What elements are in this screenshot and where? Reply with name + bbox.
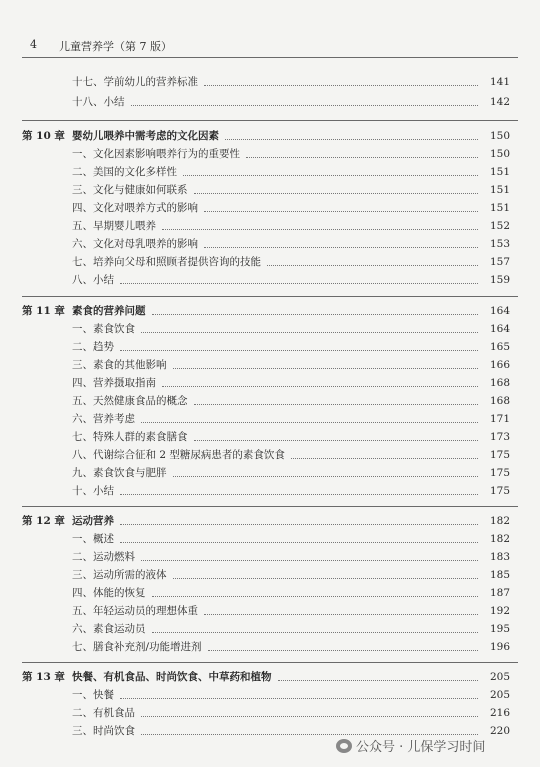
section-rule [22, 120, 518, 121]
page-ref: 164 [489, 305, 510, 317]
leader-dots [194, 193, 478, 194]
page-ref: 153 [489, 238, 510, 250]
toc-section-row [0, 483, 540, 499]
leader-dots [204, 211, 478, 212]
section-title: 一、概述 [72, 533, 114, 545]
chapter-title: 婴幼儿喂养中需考虑的文化因素 [72, 130, 219, 142]
leader-dots [141, 422, 478, 423]
toc-section-row [0, 603, 540, 619]
section-title: 一、素食饮食 [72, 323, 135, 335]
section-title: 十、小结 [72, 485, 114, 497]
toc-section-row [0, 531, 540, 547]
toc-section-row [0, 375, 540, 391]
section-title: 六、素食运动员 [72, 623, 146, 635]
toc-section-row [0, 236, 540, 252]
leader-dots [141, 716, 478, 717]
section-title: 八、小结 [72, 274, 114, 286]
leader-dots [278, 680, 478, 681]
toc-section-row [0, 74, 540, 90]
page-ref: 195 [489, 623, 510, 635]
page-ref: 159 [489, 274, 510, 286]
page-ref: 185 [489, 569, 510, 581]
toc-section-row [0, 585, 540, 601]
leader-dots [183, 175, 478, 176]
leader-dots [204, 614, 478, 615]
section-title: 一、文化因素影响喂养行为的重要性 [72, 148, 240, 160]
toc-chapter-row [0, 669, 540, 685]
section-title: 二、运动燃料 [72, 551, 135, 563]
toc-section-row [0, 321, 540, 337]
leader-dots [204, 247, 478, 248]
section-title: 三、运动所需的液体 [72, 569, 167, 581]
chapter-title: 素食的营养问题 [72, 305, 146, 317]
section-title: 六、文化对母乳喂养的影响 [72, 238, 198, 250]
leader-dots [291, 458, 478, 459]
page-ref: 220 [489, 725, 510, 737]
leader-dots [173, 578, 478, 579]
section-title: 五、天然健康食品的概念 [72, 395, 188, 407]
leader-dots [152, 314, 478, 315]
toc-section-row [0, 621, 540, 637]
toc-section-row [0, 393, 540, 409]
section-title: 十八、小结 [72, 96, 125, 108]
leader-dots [141, 734, 478, 735]
page-ref: 205 [489, 689, 510, 701]
toc-section-row [0, 218, 540, 234]
page-ref: 175 [489, 485, 510, 497]
header-rule [22, 57, 518, 58]
toc-section-row [0, 429, 540, 445]
toc-section-row [0, 182, 540, 198]
toc-chapter-row [0, 128, 540, 144]
page-ref: 157 [489, 256, 510, 268]
leader-dots [173, 368, 478, 369]
page-ref: 150 [489, 130, 510, 142]
chapter-number: 第 13 章 [22, 671, 65, 683]
section-title: 十七、学前幼儿的营养标准 [72, 76, 198, 88]
page-ref: 187 [489, 587, 510, 599]
leader-dots [194, 440, 478, 441]
page-ref: 168 [489, 377, 510, 389]
toc-section-row [0, 567, 540, 583]
leader-dots [131, 105, 478, 106]
leader-dots [267, 265, 478, 266]
section-title: 三、文化与健康如何联系 [72, 184, 188, 196]
chapter-number: 第 11 章 [22, 305, 65, 317]
page-ref: 205 [489, 671, 510, 683]
leader-dots [173, 476, 478, 477]
leader-dots [141, 560, 478, 561]
section-title: 七、培养向父母和照顾者提供咨询的技能 [72, 256, 261, 268]
section-title: 一、快餐 [72, 689, 114, 701]
section-rule [22, 506, 518, 507]
toc-section-row [0, 687, 540, 703]
page-ref: 196 [489, 641, 510, 653]
page-ref: 182 [489, 515, 510, 527]
page-ref: 151 [489, 202, 510, 214]
chapter-title: 运动营养 [72, 515, 114, 527]
leader-dots [246, 157, 478, 158]
page-ref: 171 [489, 413, 510, 425]
leader-dots [120, 350, 478, 351]
section-title: 三、素食的其他影响 [72, 359, 167, 371]
toc-chapter-row [0, 513, 540, 529]
toc-section-row [0, 357, 540, 373]
leader-dots [204, 85, 478, 86]
toc-section-row [0, 549, 540, 565]
page-ref: 141 [489, 76, 510, 88]
toc-section-row [0, 705, 540, 721]
section-rule [22, 296, 518, 297]
section-title: 二、有机食品 [72, 707, 135, 719]
section-rule [22, 662, 518, 663]
page-ref: 151 [489, 166, 510, 178]
leader-dots [208, 650, 478, 651]
toc-section-row [0, 639, 540, 655]
page-ref: 183 [489, 551, 510, 563]
chapter-number: 第 10 章 [22, 130, 65, 142]
leader-dots [120, 542, 478, 543]
toc-section-row [0, 200, 540, 216]
page-ref: 151 [489, 184, 510, 196]
page-ref: 150 [489, 148, 510, 160]
page-ref: 216 [489, 707, 510, 719]
section-title: 五、年轻运动员的理想体重 [72, 605, 198, 617]
section-title: 四、体能的恢复 [72, 587, 146, 599]
section-title: 八、代谢综合征和 2 型糖尿病患者的素食饮食 [72, 449, 285, 461]
toc-section-row [0, 411, 540, 427]
book-title: 儿童营养学（第 7 版） [59, 40, 172, 53]
leader-dots [152, 632, 478, 633]
section-title: 三、时尚饮食 [72, 725, 135, 737]
toc-section-row [0, 447, 540, 463]
page-ref: 173 [489, 431, 510, 443]
section-title: 六、营养考虑 [72, 413, 135, 425]
leader-dots [120, 524, 478, 525]
watermark-text: 公众号 · 儿保学习时间 [356, 740, 486, 755]
watermark [336, 736, 485, 755]
page-ref: 164 [489, 323, 510, 335]
leader-dots [162, 229, 478, 230]
section-title: 七、膳食补充剂/功能增进剂 [72, 641, 202, 653]
chapter-title: 快餐、有机食品、时尚饮食、中草药和植物 [72, 671, 272, 683]
running-header [30, 38, 510, 54]
leader-dots [120, 283, 478, 284]
toc-section-row [0, 164, 540, 180]
toc-chapter-row [0, 303, 540, 319]
toc-section-row [0, 339, 540, 355]
chapter-number: 第 12 章 [22, 515, 65, 527]
leader-dots [225, 139, 478, 140]
wechat-icon [336, 739, 352, 753]
leader-dots [141, 332, 478, 333]
section-title: 七、特殊人群的素食膳食 [72, 431, 188, 443]
page-ref: 168 [489, 395, 510, 407]
page-number: 4 [30, 38, 37, 51]
page-ref: 165 [489, 341, 510, 353]
leader-dots [152, 596, 478, 597]
section-title: 五、早期婴儿喂养 [72, 220, 156, 232]
page-ref: 175 [489, 467, 510, 479]
leader-dots [194, 404, 478, 405]
toc-section-row [0, 465, 540, 481]
page-ref: 152 [489, 220, 510, 232]
toc-section-row [0, 272, 540, 288]
leader-dots [120, 494, 478, 495]
toc-section-row [0, 94, 540, 110]
section-title: 九、素食饮食与肥胖 [72, 467, 167, 479]
section-title: 二、趋势 [72, 341, 114, 353]
leader-dots [120, 698, 478, 699]
toc-section-row [0, 254, 540, 270]
section-title: 四、营养摄取指南 [72, 377, 156, 389]
section-title: 二、美国的文化多样性 [72, 166, 177, 178]
section-title: 四、文化对喂养方式的影响 [72, 202, 198, 214]
page-ref: 166 [489, 359, 510, 371]
page-ref: 192 [489, 605, 510, 617]
page-ref: 142 [489, 96, 510, 108]
toc-section-row [0, 146, 540, 162]
leader-dots [162, 386, 478, 387]
page-ref: 182 [489, 533, 510, 545]
page-ref: 175 [489, 449, 510, 461]
